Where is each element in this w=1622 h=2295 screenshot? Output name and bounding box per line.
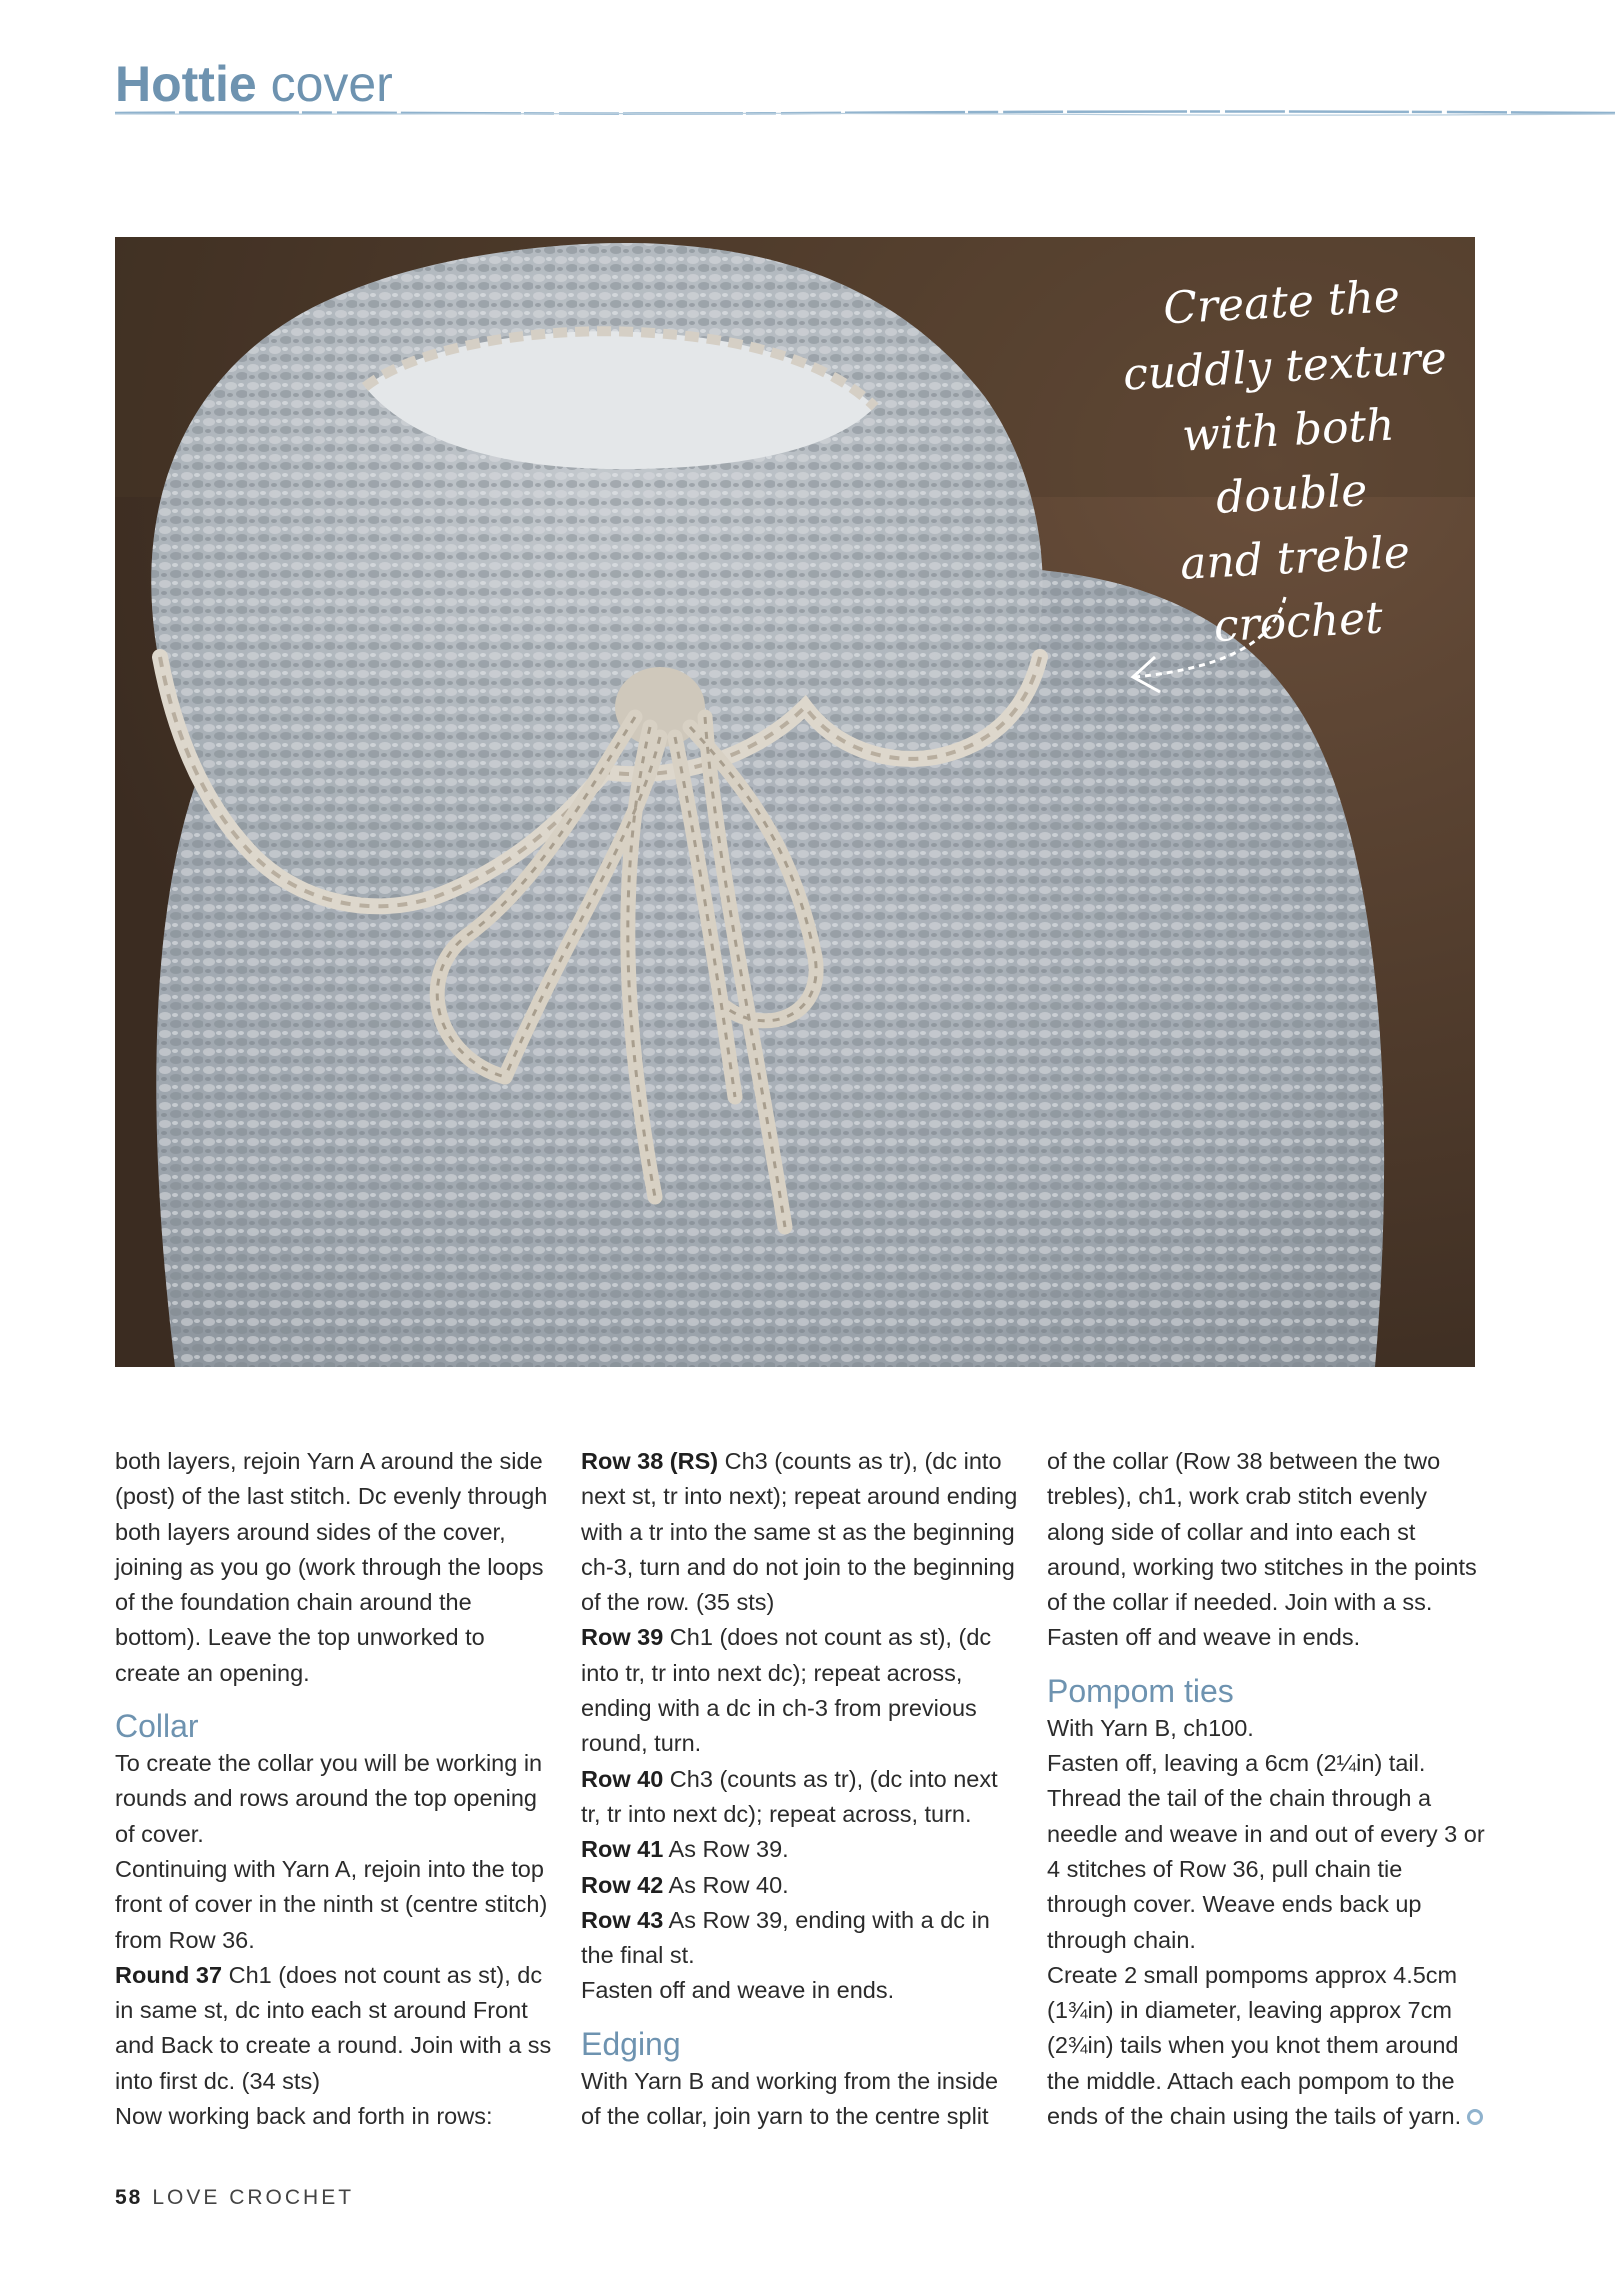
paragraph: Fasten off, leaving a 6cm (2¼in) tail. — [1047, 1750, 1426, 1777]
section-heading-collar: Collar — [115, 1708, 199, 1745]
page-title — [115, 52, 393, 116]
instruction-label: Row 43 — [581, 1906, 664, 1933]
instruction-row-43 — [581, 1903, 1021, 1974]
instruction-text: Ch3 (counts as tr), (dc into next st, tr into next); repeat around ending with a tr into the same st as the beginning ch-3, turn and do not join to the beginning of the row. (35 sts) — [581, 1448, 1018, 1616]
page-footer — [115, 2186, 354, 2210]
instruction-text: As Row 39. — [663, 1836, 789, 1863]
page-header — [115, 52, 1622, 122]
instruction-label: Row 38 (RS) — [581, 1448, 719, 1474]
section-heading-edging: Edging — [581, 2025, 681, 2062]
instruction-text: Ch1 (does not count as st), (dc into tr, tr into next dc); repeat across, ending with a dc in ch-3 from previous round, turn. — [581, 1624, 992, 1757]
title-light: cover — [270, 56, 393, 112]
title-bold: Hottie — [115, 56, 257, 112]
paragraph: Continuing with Yarn A, rejoin into the top front of cover in the ninth st (centre stitch) from Row 36. — [115, 1855, 548, 1953]
instruction-label: Round 37 — [115, 1961, 223, 1988]
caption-line: with both double — [1180, 399, 1396, 524]
page-number: 58 — [115, 2186, 143, 2209]
paragraph-text: Create 2 small pompoms approx 4.5cm (1¾in) in diameter, leaving approx 7cm (2¾in) tails when you knot them around the middle. Attach each pompom to the ends of the chain using the tails of yarn. — [1047, 1961, 1462, 2130]
caption-line: crochet — [1212, 592, 1385, 653]
paragraph: Fasten off and weave in ends. — [1047, 1624, 1361, 1651]
instruction-text: As Row 39, ending with a dc in the final st. — [581, 1906, 990, 1969]
instruction-label: Row 41 — [581, 1836, 664, 1863]
paragraph: Thread the tail of the chain through a needle and weave in and out of every 3 or 4 stitches of Row 36, pull chain tie through cover. Weave ends back up through chain. — [1047, 1785, 1485, 1953]
instruction-row-38 — [581, 1444, 1021, 1620]
instruction-row-39 — [581, 1620, 1021, 1761]
end-of-article-icon — [1467, 2109, 1483, 2125]
photo-caption — [1095, 262, 1475, 665]
instruction-text: Ch1 (does not count as st), dc in same st, dc into each st around Front and Back to create a round. Join with a ss into first dc. (34 sts) — [115, 1961, 552, 2094]
instruction-row-42 — [581, 1868, 1021, 1903]
text-column-1 — [115, 1444, 555, 2134]
instruction-label: Row 42 — [581, 1871, 664, 1898]
instruction-round-37 — [115, 1958, 555, 2099]
paragraph-final — [1047, 1958, 1487, 2134]
instruction-label: Row 39 — [581, 1624, 664, 1651]
magazine-name: LOVE CROCHET — [152, 2186, 355, 2209]
instruction-row-40 — [581, 1762, 1021, 1833]
caption-line: and treble — [1178, 526, 1412, 590]
caption-line: cuddly texture — [1121, 332, 1448, 401]
caption-line: Create the — [1162, 271, 1402, 335]
instruction-text: Ch3 (counts as tr), (dc into next tr, tr into next dc); repeat across, turn. — [581, 1765, 998, 1827]
header-rule — [115, 110, 1615, 116]
paragraph: With Yarn B, ch100. — [1047, 1714, 1254, 1741]
text-column-3 — [1047, 1444, 1487, 2134]
paragraph: To create the collar you will be working in rounds and rows around the top opening of cover. — [115, 1750, 543, 1847]
instruction-row-41 — [581, 1832, 1021, 1867]
text-column-2 — [581, 1444, 1021, 2134]
instruction-label: Row 40 — [581, 1765, 664, 1792]
section-heading-pompom-ties: Pompom ties — [1047, 1672, 1234, 1709]
paragraph: of the collar (Row 38 between the two trebles), ch1, work crab stitch evenly along side of collar and into each st around, working two stitches in the points of the collar if needed. Join with a ss. — [1047, 1448, 1477, 1616]
paragraph: Now working back and forth in rows: — [115, 2103, 493, 2130]
product-photo — [115, 237, 1475, 1367]
paragraph: Fasten off and weave in ends. — [581, 1977, 895, 2004]
instruction-text: As Row 40. — [663, 1871, 789, 1898]
paragraph: both layers, rejoin Yarn A around the side (post) of the last stitch. Dc evenly through both layers around sides of the cover, joining as you go (work through the loops of the foundation chain around the bottom). Leave the top unworked to create an opening. — [115, 1448, 548, 1686]
paragraph: With Yarn B and working from the inside of the collar, join yarn to the centre split — [581, 2067, 999, 2130]
